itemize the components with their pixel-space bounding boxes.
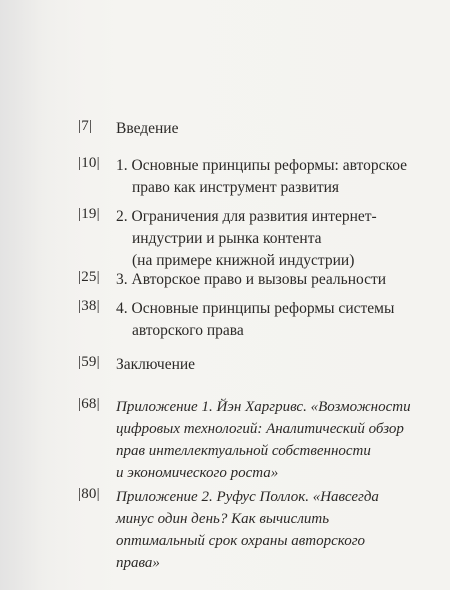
toc-entry-title — [116, 269, 428, 291]
toc-title-line: 2. Ограничения для развития интернет- — [116, 208, 377, 225]
toc-entry-title — [116, 396, 428, 484]
toc-page-number: |59| — [78, 354, 100, 370]
toc-page-number: |68| — [78, 396, 100, 412]
toc-entry-title — [116, 155, 428, 199]
toc-page-number: |19| — [78, 206, 100, 222]
toc-entry-title — [116, 354, 428, 376]
toc-title-line: права» — [116, 555, 160, 571]
toc-title-line: право как инструмент развития — [132, 179, 340, 196]
toc-entry-title — [116, 486, 428, 574]
toc-page-number: |38| — [78, 298, 100, 314]
toc-title-line: цифровых технологий: Аналитический обзор — [116, 421, 404, 437]
toc-title-line: авторского права — [132, 322, 244, 339]
toc-title-line: и экономического роста» — [116, 465, 279, 481]
toc-title-line: оптимальный срок охраны авторского — [116, 533, 366, 549]
toc-title-line: Введение — [116, 120, 179, 137]
toc-title-line: 4. Основные принципы реформы системы — [116, 300, 395, 317]
toc-title-line: Приложение 2. Руфус Поллок. «Навсегда — [116, 489, 379, 505]
toc-title-line: минус один день? Как вычислить — [116, 511, 330, 527]
toc-page-number: |25| — [78, 269, 100, 285]
toc-title-line: 1. Основные принципы реформы: авторское — [116, 157, 408, 174]
toc-entry-title — [116, 298, 428, 342]
toc-title-line: Заключение — [116, 356, 196, 373]
toc-page-number: |80| — [78, 486, 100, 502]
toc-title-line: (на примере книжной индустрии) — [132, 252, 355, 269]
toc-title-line: Приложение 1. Йэн Харгривс. «Возможности — [116, 399, 411, 415]
toc-entry-title — [116, 118, 428, 140]
toc-title-line: индустрии и рынка контента — [132, 230, 322, 247]
toc-page-number: |7| — [78, 118, 93, 134]
toc-title-line: 3. Авторское право и вызовы реальности — [116, 271, 387, 288]
toc-page-number: |10| — [78, 155, 100, 171]
toc-entry-title — [116, 206, 428, 272]
toc-title-line: прав интеллектуальной собственности — [116, 443, 371, 459]
